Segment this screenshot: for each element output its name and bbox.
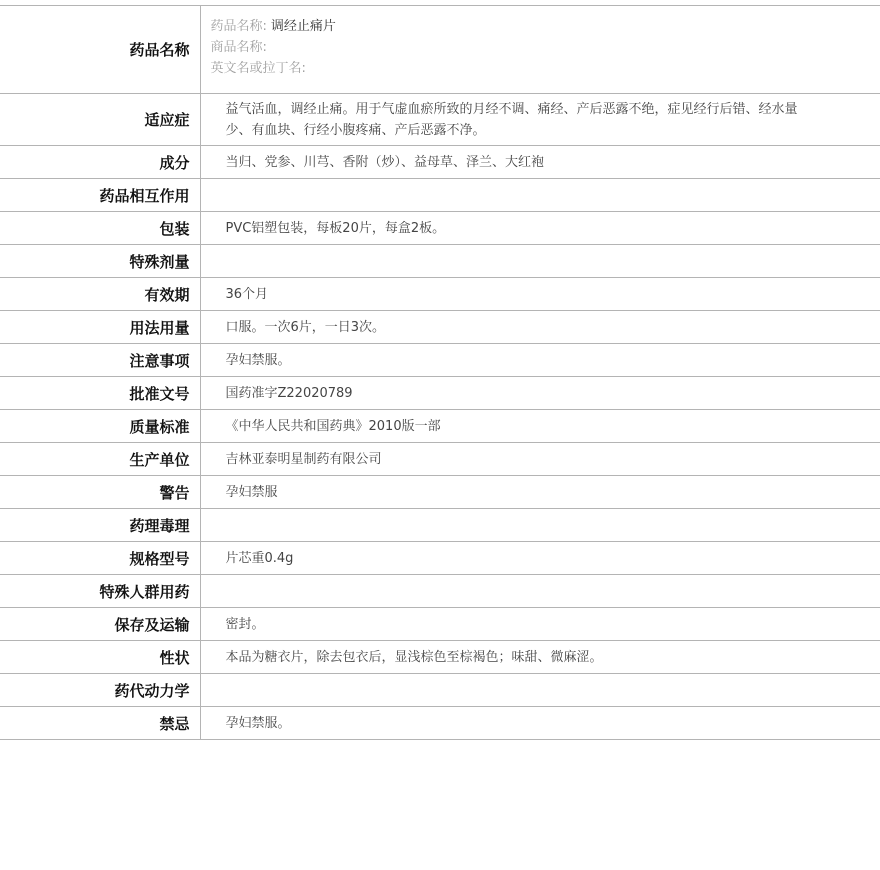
- row-label: 注意事项: [0, 344, 200, 377]
- row-ingredients: [0, 146, 880, 179]
- row-label: 质量标准: [0, 410, 200, 443]
- row-label: 药代动力学: [0, 674, 200, 707]
- row-value: [200, 179, 880, 212]
- row-shelf-life: [0, 278, 880, 311]
- row-pharmacology-toxicology: [0, 509, 880, 542]
- row-contraindications: [0, 707, 880, 740]
- row-usage-dosage: [0, 311, 880, 344]
- row-value: 当归、党参、川芎、香附（炒）、益母草、泽兰、大红袍: [200, 146, 880, 179]
- english-name-key: 英文名或拉丁名:: [210, 61, 306, 76]
- row-special-dosage: [0, 245, 880, 278]
- generic-name-line: [211, 16, 801, 37]
- name-values: [200, 6, 880, 94]
- row-label: 有效期: [0, 278, 200, 311]
- row-value: [200, 674, 880, 707]
- row-label: 特殊人群用药: [0, 575, 200, 608]
- trade-name-key: 商品名称:: [210, 40, 267, 55]
- row-value: 口服。一次6片，一日3次。: [200, 311, 880, 344]
- row-value: 片芯重0.4g: [200, 542, 880, 575]
- row-label: 包装: [0, 212, 200, 245]
- row-drug-name: [0, 6, 880, 94]
- row-value: [200, 575, 880, 608]
- row-label: 药品名称: [0, 6, 200, 94]
- row-label: 用法用量: [0, 311, 200, 344]
- row-value: 孕妇禁服。: [200, 707, 880, 740]
- row-value: 孕妇禁服。: [200, 344, 880, 377]
- row-value: 《中华人民共和国药典》2010版一部: [200, 410, 880, 443]
- row-interactions: [0, 179, 880, 212]
- row-label: 生产单位: [0, 443, 200, 476]
- row-quality-standard: [0, 410, 880, 443]
- row-manufacturer: [0, 443, 880, 476]
- row-value: [200, 509, 880, 542]
- row-description: [0, 641, 880, 674]
- row-value: 国药准字Z22020789: [200, 377, 880, 410]
- trade-name-line: [211, 37, 801, 58]
- row-value: 密封。: [200, 608, 880, 641]
- row-label: 适应症: [0, 94, 200, 146]
- row-label: 成分: [0, 146, 200, 179]
- row-warning: [0, 476, 880, 509]
- generic-name-value: 调经止痛片: [270, 19, 336, 34]
- row-storage-transport: [0, 608, 880, 641]
- row-packaging: [0, 212, 880, 245]
- row-label: 保存及运输: [0, 608, 200, 641]
- row-value: 孕妇禁服: [200, 476, 880, 509]
- row-value: 吉林亚泰明星制药有限公司: [200, 443, 880, 476]
- row-value: 本品为糖衣片，除去包衣后，显浅棕色至棕褐色；味甜、微麻涩。: [200, 641, 880, 674]
- row-label: 规格型号: [0, 542, 200, 575]
- row-approval-number: [0, 377, 880, 410]
- row-indications: [0, 94, 880, 146]
- drug-info-table: [0, 5, 880, 740]
- english-name-line: [211, 58, 801, 79]
- row-label: 药品相互作用: [0, 179, 200, 212]
- row-label: 特殊剂量: [0, 245, 200, 278]
- row-precautions: [0, 344, 880, 377]
- row-label: 批准文号: [0, 377, 200, 410]
- row-label: 药理毒理: [0, 509, 200, 542]
- row-label: 禁忌: [0, 707, 200, 740]
- row-value: 36个月: [200, 278, 880, 311]
- row-value: [200, 245, 880, 278]
- row-label: 性状: [0, 641, 200, 674]
- generic-name-key: 药品名称:: [210, 19, 267, 34]
- row-value: PVC铝塑包装，每板20片，每盒2板。: [200, 212, 880, 245]
- row-special-populations: [0, 575, 880, 608]
- row-label: 警告: [0, 476, 200, 509]
- row-value: 益气活血，调经止痛。用于气虚血瘀所致的月经不调、痛经、产后恶露不绝，症见经行后错、经水量少、有血块、行经小腹疼痛、产后恶露不净。: [200, 94, 880, 146]
- row-specification: [0, 542, 880, 575]
- row-pharmacokinetics: [0, 674, 880, 707]
